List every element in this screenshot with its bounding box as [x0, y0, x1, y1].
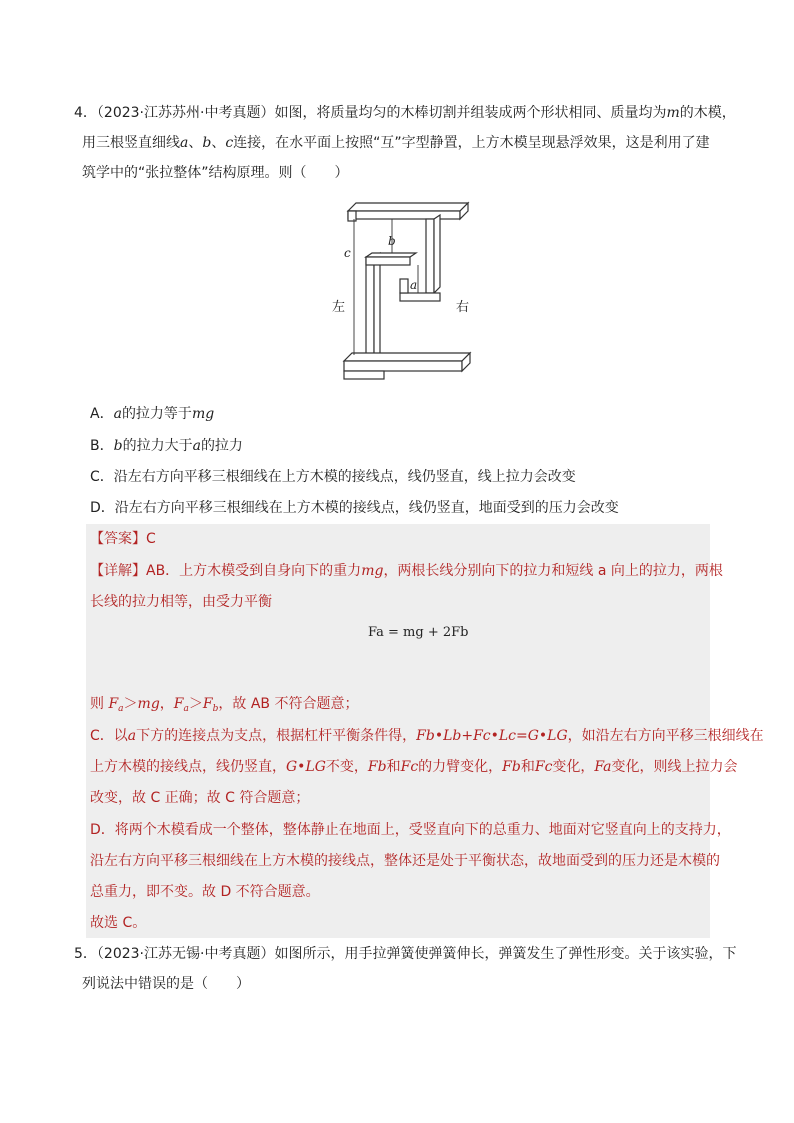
detail-line-9: 总重力，即不变。故 D 不符合题意。: [90, 884, 320, 900]
option-b: B．b的拉力大于a的拉力: [90, 438, 243, 454]
lower-top-bar-top: [366, 253, 416, 257]
detail-line-2: 长线的拉力相等，由受力平衡: [90, 594, 272, 610]
detail-tag: 【详解】: [90, 563, 146, 579]
option-c: C．沿左右方向平移三根细线在上方木模的接线点，线仍竖直，线上拉力会改变: [90, 469, 576, 485]
label-left: 左: [332, 300, 346, 315]
answer-tag: 【答案】: [90, 531, 146, 547]
question-4-line-1: 4．（2023·江苏苏州·中考真题）如图，将质量均匀的木棒切割并组装成两个形状相同、质量均为m的木模，: [74, 105, 736, 121]
lower-left-post: [366, 257, 374, 365]
question-number: 5．: [74, 946, 97, 962]
base-lower-step: [344, 371, 384, 379]
label-right: 右: [456, 300, 470, 315]
lower-left-post-side: [374, 253, 380, 365]
base-top-face: [344, 353, 470, 361]
lower-top-bar-front: [366, 257, 410, 265]
top-bar-front: [348, 211, 460, 219]
upper-mid-stub: [400, 279, 408, 293]
answer-line: [90, 530, 156, 548]
label-b: b: [388, 234, 396, 248]
detail-line-3: 则 $F_a>mg$，$F_a>F_b$，故 AB 不符合题意；: [90, 696, 359, 714]
detail-line-10: 故选 C。: [90, 915, 147, 931]
detail-line-7: D．将两个木模看成一个整体，整体静止在地面上，受竖直向下的总重力、地面对它竖直向上的支持力，: [90, 822, 731, 838]
detail-line-4: C．以a下方的连接点为支点，根据杠杆平衡条件得，Fb•Lb+Fc•Lc=G•LG，如沿左右方向平移三根细线在: [90, 728, 764, 744]
label-a: a: [410, 278, 418, 292]
detail-line-8: 沿左右方向平移三根细线在上方木模的接线点，整体还是处于平衡状态，故地面受到的压力还是木模的: [90, 853, 720, 869]
tensegrity-figure: [330, 195, 480, 389]
question-5-line-2: 列说法中错误的是（ ）: [82, 976, 250, 992]
top-left-stub: [348, 211, 356, 221]
question-5-line-1: 5．（2023·江苏无锡·中考真题）如图所示，用手拉弹簧使弹簧伸长，弹簧发生了弹性形变。关于该实验，下: [74, 946, 737, 962]
option-a: A．a的拉力等于mg: [90, 406, 215, 422]
top-bar-top-face: [348, 203, 468, 211]
upper-right-post: [426, 219, 434, 293]
upper-right-post-side: [434, 215, 440, 293]
question-4-line-2: 用三根竖直细线a、b、c连接，在水平面上按照“互”字型静置，上方木模呈现悬浮效果，这是利用了建: [82, 135, 710, 151]
tensegrity-diagram: [330, 195, 480, 385]
question-4-line-3: 筑学中的“张拉整体”结构原理。则（ ）: [82, 165, 349, 181]
upper-mid-bar: [400, 293, 440, 301]
option-d: D．沿左右方向平移三根细线在上方木模的接线点，线仍竖直，地面受到的压力会改变: [90, 500, 619, 516]
detail-line-5: 上方木模的接线点，线仍竖直，G•LG不变，Fb和Fc的力臂变化，Fb和Fc变化，Fa变化，则线上拉力会: [90, 759, 738, 775]
question-number: 4．: [74, 105, 97, 121]
base-front: [344, 361, 462, 371]
answer-value: C: [146, 531, 156, 547]
force-balance-formula: Fa = mg + 2Fb: [368, 625, 469, 640]
detail-line-1: 【详解】AB．上方木模受到自身向下的重力mg，两根长线分别向下的拉力和短线 a 向上的拉力，两根: [90, 563, 723, 579]
detail-line-6: 改变，故 C 正确；故 C 符合题意；: [90, 790, 310, 806]
label-c: c: [344, 246, 351, 260]
